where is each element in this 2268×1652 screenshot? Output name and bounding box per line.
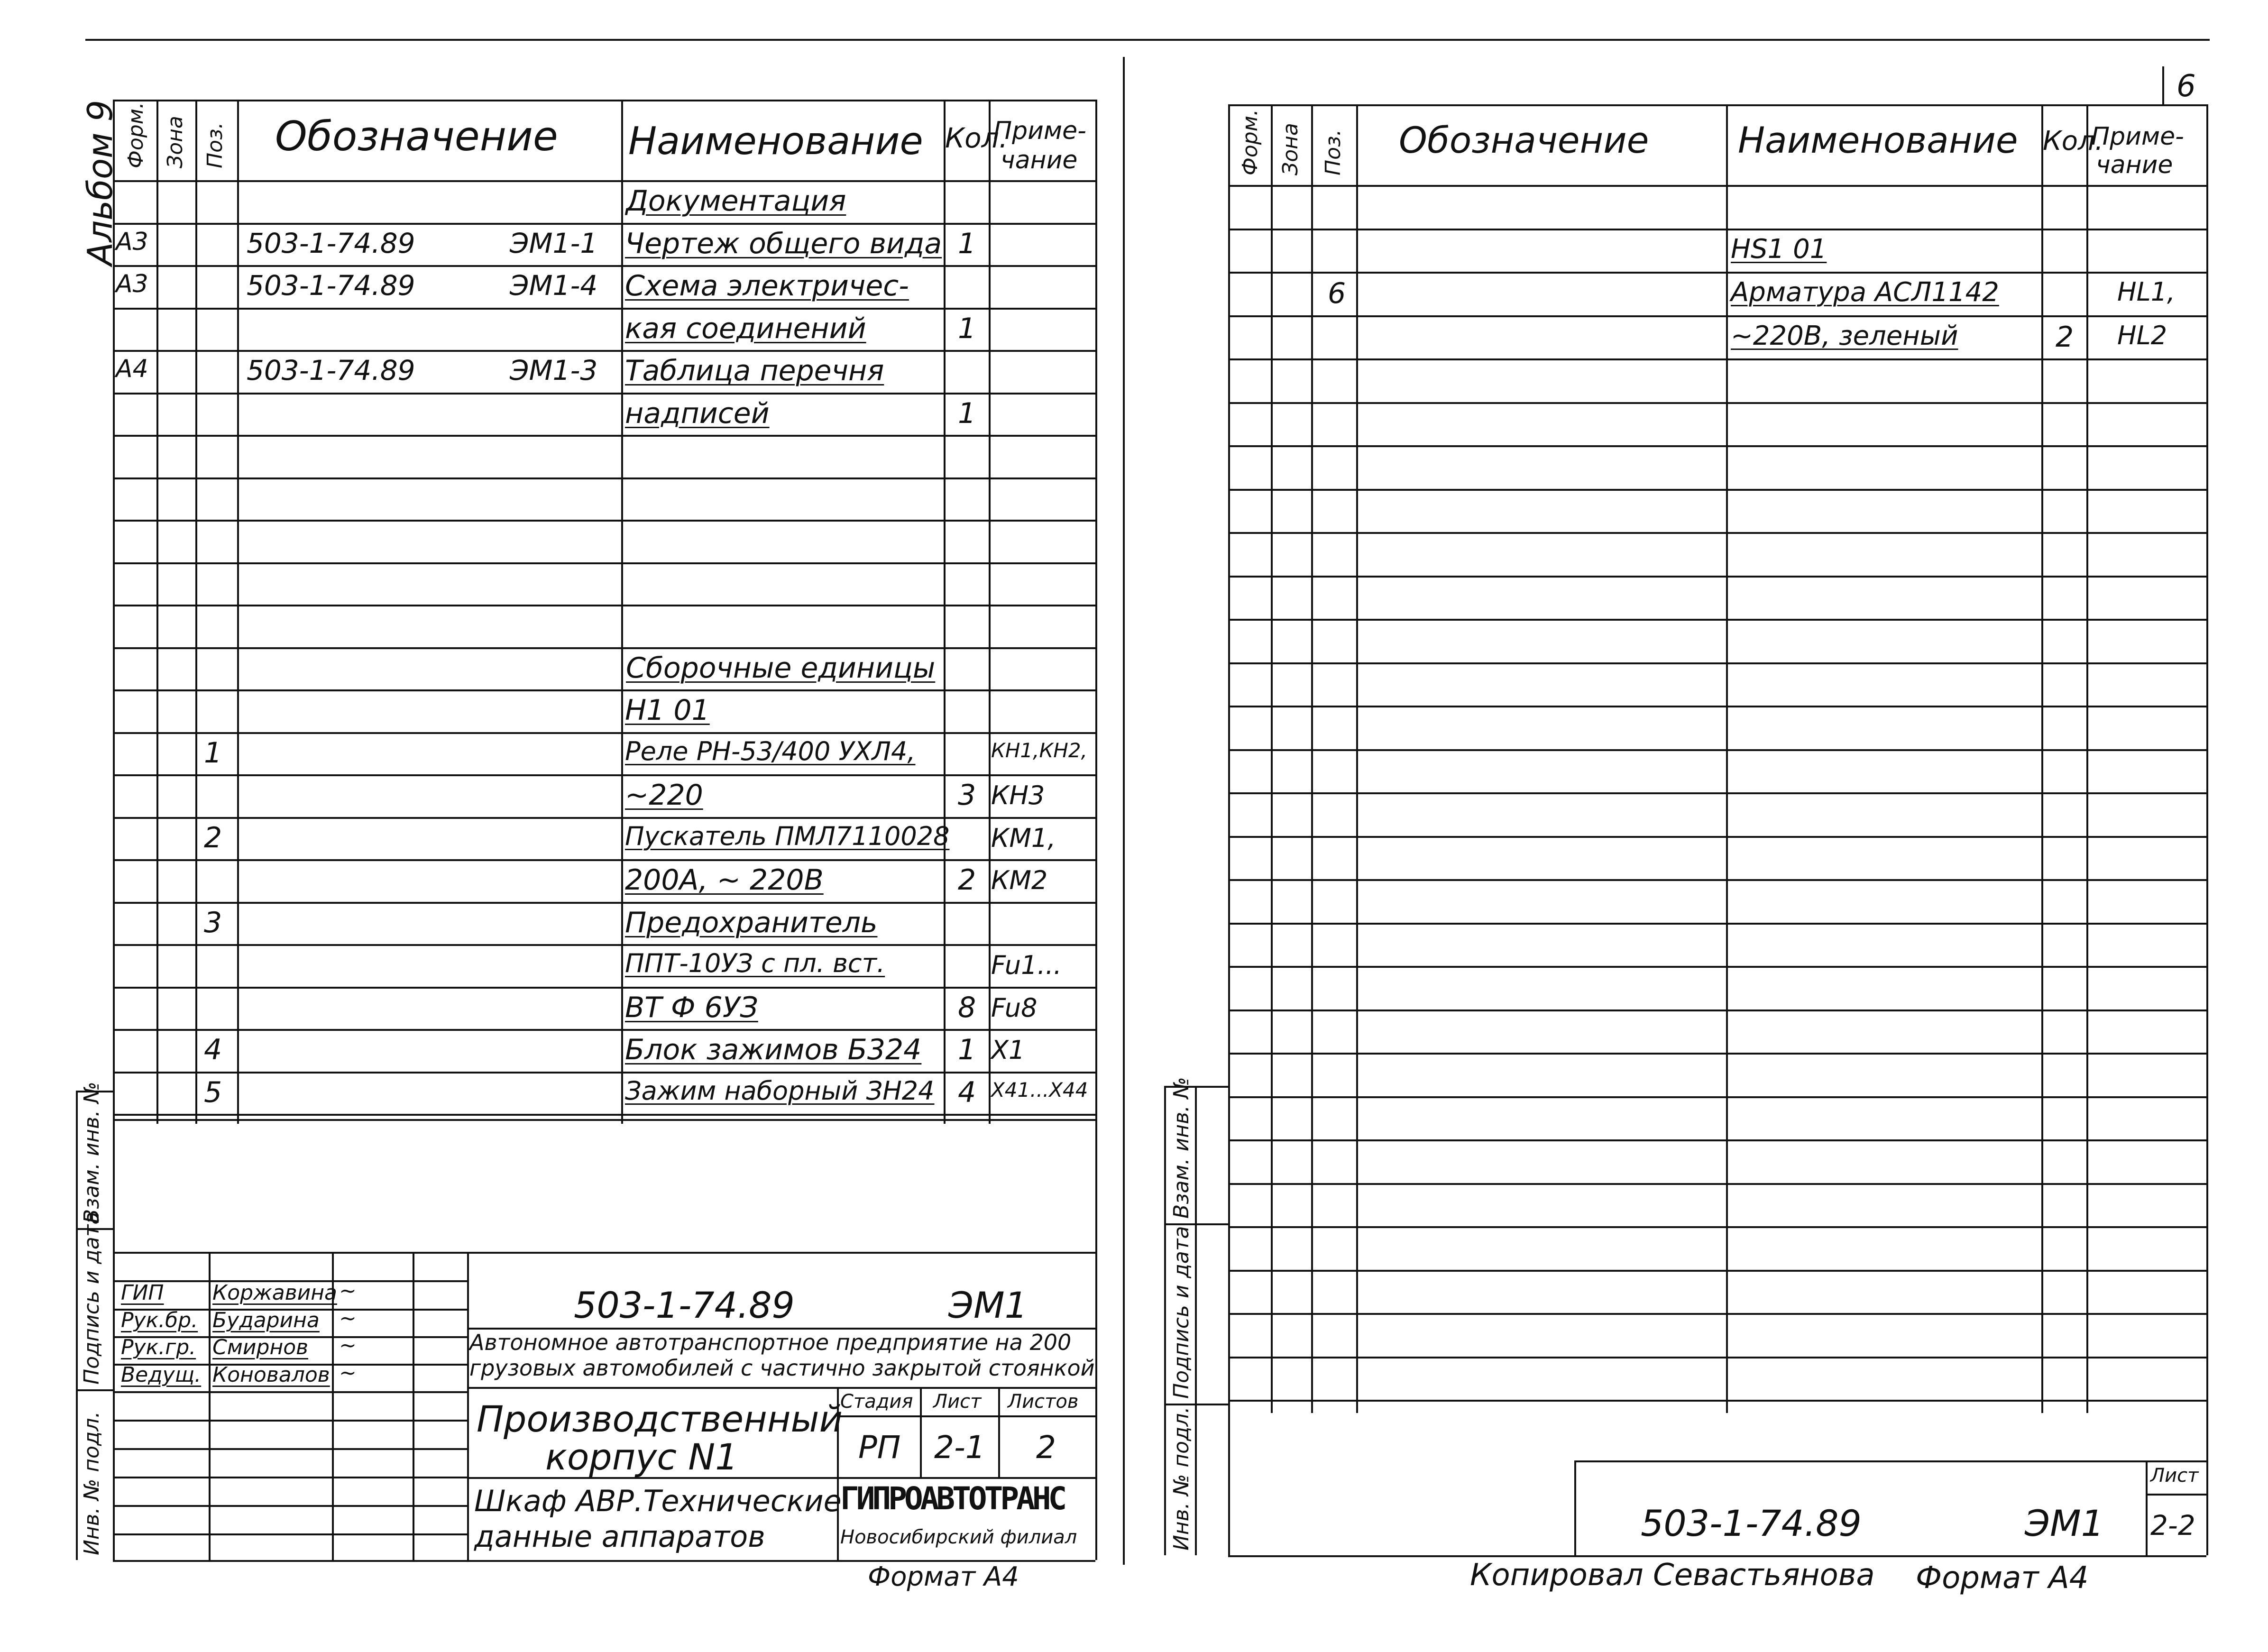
signature-role: Рук.бр. <box>121 1308 198 1332</box>
right-tb-mark: ЭМ1 <box>2025 1502 2104 1544</box>
left-row-format: А3 <box>116 227 148 256</box>
left-row-name: Предохранитель <box>625 906 878 939</box>
signature-role: Ведущ. <box>121 1363 202 1387</box>
left-row-line <box>113 1114 1095 1116</box>
right-format-label: Формат А4 <box>1916 1560 2089 1596</box>
left-header-pos: Поз. <box>203 122 227 168</box>
right-side-label-inv: Инв. № подл. <box>1169 1406 1194 1551</box>
left-row-designation: 503-1-74.89 <box>247 269 415 302</box>
right-tb-top <box>1574 1460 2206 1462</box>
left-row-note: КМ2 <box>991 865 1048 895</box>
right-row-line <box>1228 315 2206 317</box>
left-col-name-end <box>944 100 946 1124</box>
left-row-line <box>113 308 1095 310</box>
left-tb-code: 503-1-74.89 <box>574 1284 795 1326</box>
left-row-line <box>113 774 1095 776</box>
left-tb-sheets: 2 <box>1036 1429 1056 1466</box>
right-row-line <box>1228 1139 2206 1141</box>
left-row-line <box>113 605 1095 606</box>
left-row-name: Пускатель ПМЛ7110028 <box>625 821 950 851</box>
signature-name: Коновалов <box>212 1363 330 1387</box>
left-row-line <box>113 732 1095 734</box>
right-row-line <box>1228 1183 2206 1185</box>
right-tb-sheet-col <box>2146 1460 2148 1555</box>
left-header-name: Наименование <box>628 119 923 163</box>
left-row-name: Чертеж общего вида <box>625 227 942 260</box>
left-col-designation-end <box>621 100 623 1124</box>
right-footer-copied: Копировал Севастьянова <box>1470 1558 1875 1593</box>
left-row-line <box>113 393 1095 395</box>
right-row-name: Арматура АСЛ1142 <box>1731 277 1999 308</box>
left-row-line <box>113 987 1095 989</box>
left-row-pos: 4 <box>204 1033 222 1066</box>
album-label: Альбом 9 <box>80 100 120 266</box>
left-row-name: Сборочные единицы <box>626 651 936 685</box>
signature-mark: ~ <box>339 1361 357 1385</box>
signature-name: Коржавина <box>212 1281 337 1305</box>
right-page-number: 6 <box>2176 69 2196 104</box>
left-tb-sheet-col <box>920 1387 922 1477</box>
left-row-line <box>113 350 1095 352</box>
right-row-line <box>1228 966 2206 968</box>
left-lower-left-border <box>113 1119 115 1560</box>
left-row-name: Блок зажимов Б324 <box>625 1033 922 1066</box>
right-header-format: Форм. <box>1238 109 1262 175</box>
left-row-format: А4 <box>116 355 148 383</box>
right-border-right <box>2206 104 2208 1555</box>
right-side-strip-inner <box>1195 1086 1197 1555</box>
left-row-designation: 503-1-74.89 <box>247 227 415 259</box>
right-header-bottom <box>1228 185 2206 187</box>
left-row-name: надписей <box>625 396 770 430</box>
right-row-line <box>1228 1053 2206 1055</box>
left-format-label: Формат А4 <box>868 1561 1019 1592</box>
left-row-name: Реле РН-53/400 УХЛ4, <box>625 736 916 766</box>
left-col-qty-end <box>989 100 991 1124</box>
right-row-line <box>1228 532 2206 534</box>
left-row-note: Fu1... <box>991 950 1062 980</box>
right-tb-sheet-header: Лист <box>2150 1465 2199 1487</box>
right-tb-sheet: 2-2 <box>2150 1509 2195 1542</box>
right-header-qty: Кол. <box>2043 126 2103 156</box>
left-table-border-right <box>1095 100 1097 1560</box>
left-row-qty: 1 <box>958 312 976 345</box>
left-tb-col1 <box>209 1252 211 1560</box>
left-header-format: Форм. <box>124 102 148 168</box>
right-side-strip-sep2 <box>1164 1404 1228 1405</box>
right-side-strip <box>1164 1086 1166 1555</box>
left-header-qty: Кол. <box>945 122 1008 154</box>
right-row-line <box>1228 1226 2206 1228</box>
right-row-line <box>1228 489 2206 491</box>
left-header-note-1: Приме- <box>993 117 1086 145</box>
signature-name: Смирнов <box>212 1335 309 1359</box>
right-row-line <box>1228 836 2206 838</box>
right-row-pos: 6 <box>1328 277 1346 310</box>
left-row-line <box>113 562 1095 564</box>
left-col-format-end <box>156 100 158 1124</box>
left-row-line <box>113 1072 1095 1074</box>
left-row-qty: 3 <box>958 779 976 812</box>
left-header-zone: Зона <box>163 116 187 168</box>
left-row-pos: 3 <box>204 906 222 939</box>
left-tb-building-2: корпус N1 <box>545 1436 738 1478</box>
left-row-name: кая соединений <box>625 312 866 345</box>
right-row-line <box>1228 706 2206 707</box>
right-row-line <box>1228 1010 2206 1011</box>
right-row-line <box>1228 402 2206 404</box>
right-header-designation: Обозначение <box>1399 119 1649 161</box>
right-row-line <box>1228 749 2206 751</box>
left-row-qty: 1 <box>958 396 976 430</box>
left-tb-stage-header: Стадия <box>840 1391 913 1413</box>
left-row-code: ЭМ1-3 <box>510 354 598 386</box>
left-lower-rule <box>113 1119 1095 1121</box>
left-row-line <box>113 944 1095 946</box>
signature-role: ГИП <box>121 1281 164 1305</box>
left-table-border-left <box>113 100 115 1119</box>
left-tb-mark: ЭМ1 <box>948 1284 1028 1326</box>
left-row-name: ~220 <box>625 779 703 812</box>
left-row-name: ППТ-10УЗ с пл. вст. <box>625 948 885 978</box>
right-col-format-end <box>1271 104 1273 1413</box>
center-divider <box>1123 57 1125 1565</box>
left-row-name: Таблица перечня <box>625 354 884 387</box>
left-row-line <box>113 477 1095 479</box>
left-tb-org: ГИПРОАВТОТРАНС <box>840 1480 1065 1517</box>
left-tb-sheets-col <box>998 1387 1000 1477</box>
left-tb-project-2: грузовых автомобилей с частично закрытой стоянкой <box>469 1355 1095 1381</box>
left-header-bottom <box>113 180 1095 182</box>
right-tb-sheet-sep <box>2146 1494 2206 1496</box>
right-tb-bottom <box>1228 1555 2206 1557</box>
right-row-line <box>1228 662 2206 664</box>
top-rule <box>85 39 2210 41</box>
left-tb-line-b <box>467 1387 1095 1389</box>
left-row-qty: 1 <box>958 1033 976 1066</box>
left-tb-row-line <box>113 1420 467 1422</box>
left-tb-drawing-1: Шкаф АВР.Технические <box>474 1484 842 1518</box>
left-row-line <box>113 1029 1095 1031</box>
left-tb-stage: РП <box>858 1429 901 1466</box>
right-tb-code: 503-1-74.89 <box>1641 1502 1862 1544</box>
right-row-line <box>1228 576 2206 578</box>
left-row-qty: 4 <box>958 1075 976 1109</box>
right-header-pos: Поз. <box>1321 129 1345 175</box>
left-row-name: Схема электричес- <box>625 269 909 303</box>
left-row-name: Зажим наборный ЗН24 <box>625 1075 935 1106</box>
right-row-name: ~220В, зеленый <box>1731 320 1958 351</box>
left-table-top <box>113 100 1095 101</box>
left-tb-row-line <box>113 1533 467 1535</box>
left-row-line <box>113 223 1095 225</box>
left-tb-project-1: Автономное автотранспортное предприятие на 200 <box>469 1330 1072 1355</box>
right-row-line <box>1228 792 2206 794</box>
left-side-strip <box>76 1091 78 1560</box>
right-row-line <box>1228 1400 2206 1402</box>
left-row-code: ЭМ1-4 <box>510 269 598 302</box>
right-row-line <box>1228 923 2206 925</box>
right-row-line <box>1228 1096 2206 1098</box>
left-tb-drawing-2: данные аппаратов <box>474 1519 765 1554</box>
left-side-strip-sep2 <box>76 1389 114 1391</box>
left-col-zone-end <box>195 100 197 1124</box>
left-tb-row-line <box>113 1477 467 1478</box>
left-tb-top <box>113 1252 1095 1254</box>
right-page-box-left <box>2162 66 2164 104</box>
left-row-note: КН3 <box>991 780 1045 810</box>
left-row-name: Документация <box>626 184 846 218</box>
right-row-line <box>1228 1313 2206 1315</box>
right-col-pos-end <box>1356 104 1358 1413</box>
right-side-label-sign: Подпись и дата <box>1169 1226 1194 1399</box>
left-row-note: Х1 <box>991 1035 1025 1065</box>
left-tb-sheet: 2-1 <box>934 1429 985 1466</box>
left-tb-building-1: Производственный <box>477 1398 843 1440</box>
right-row-note: НL2 <box>2117 320 2167 350</box>
right-header-note-2: чание <box>2096 151 2173 179</box>
left-col-pos-end <box>237 100 239 1124</box>
left-row-line <box>113 265 1095 267</box>
left-row-line <box>113 817 1095 819</box>
left-row-note: КН1,КН2, <box>991 738 1087 762</box>
right-col-qty-end <box>2086 104 2088 1413</box>
left-row-line <box>113 689 1095 691</box>
left-row-pos: 5 <box>204 1075 222 1109</box>
signature-name: Бударина <box>212 1308 320 1332</box>
right-tb-left <box>1574 1460 1576 1555</box>
right-row-name: НS1 01 <box>1731 233 1827 265</box>
left-row-format: А3 <box>116 270 148 298</box>
left-row-qty: 1 <box>958 227 976 260</box>
right-row-line <box>1228 229 2206 230</box>
right-row-note: НL1, <box>2117 277 2176 307</box>
left-side-label-replace: Взам. инв. № <box>80 1082 104 1223</box>
right-header-note-1: Приме- <box>2091 122 2184 151</box>
right-row-line <box>1228 879 2206 881</box>
left-row-line <box>113 435 1095 437</box>
left-row-designation: 503-1-74.89 <box>247 354 415 386</box>
left-row-pos: 2 <box>204 821 222 854</box>
left-row-code: ЭМ1-1 <box>510 227 598 259</box>
right-header-name: Наименование <box>1738 119 2018 161</box>
right-row-line <box>1228 358 2206 360</box>
left-row-line <box>113 647 1095 649</box>
left-row-line <box>113 859 1095 861</box>
right-side-label-replace: Взам. инв. № <box>1169 1077 1194 1219</box>
signature-mark: ~ <box>339 1306 357 1331</box>
left-row-note: Fu8 <box>991 992 1038 1023</box>
right-row-qty: 2 <box>2056 320 2074 354</box>
left-row-qty: 8 <box>958 991 976 1024</box>
left-tb-sheets-header: Листов <box>1008 1391 1079 1413</box>
right-table-top <box>1228 104 2206 106</box>
right-col-designation-end <box>1726 104 1728 1413</box>
left-tb-row-line <box>113 1505 467 1507</box>
right-col-zone-end <box>1311 104 1313 1413</box>
left-row-note: Х41...Х44 <box>991 1078 1088 1101</box>
left-row-line <box>113 902 1095 904</box>
left-row-line <box>113 520 1095 522</box>
signature-mark: ~ <box>339 1279 357 1303</box>
left-tb-col4 <box>467 1252 469 1560</box>
left-row-qty: 2 <box>958 863 976 897</box>
right-border-left <box>1228 104 1230 1555</box>
right-side-strip-sep1 <box>1164 1223 1228 1225</box>
left-side-label-inv: Инв. № подл. <box>80 1411 104 1555</box>
left-tb-branch: Новосибирский филиал <box>840 1526 1077 1548</box>
right-row-line <box>1228 445 2206 447</box>
right-row-line <box>1228 1270 2206 1272</box>
signature-role: Рук.гр. <box>121 1335 196 1359</box>
left-tb-stage-sep <box>837 1415 1095 1417</box>
left-tb-row-line <box>113 1391 467 1393</box>
left-row-pos: 1 <box>204 736 222 770</box>
signature-mark: ~ <box>339 1333 357 1358</box>
left-header-designation: Обозначение <box>275 113 558 160</box>
left-tb-col3 <box>413 1252 414 1560</box>
left-side-label-sign: Подпись и дата <box>80 1211 104 1385</box>
left-tb-sheet-header: Лист <box>933 1391 982 1413</box>
left-row-note: КМ1, <box>991 823 1056 853</box>
right-col-name-end <box>2041 104 2043 1413</box>
right-header-zone: Зона <box>1278 123 1303 175</box>
left-header-note-2: чание <box>1001 146 1078 174</box>
right-row-line <box>1228 619 2206 621</box>
left-row-name: Н1 01 <box>625 694 710 727</box>
right-row-line <box>1228 272 2206 274</box>
left-row-name: 200А, ~ 220В <box>625 863 824 897</box>
left-row-name: ВТ Ф 6УЗ <box>625 991 758 1024</box>
left-tb-row-line <box>113 1448 467 1450</box>
right-row-line <box>1228 1357 2206 1358</box>
